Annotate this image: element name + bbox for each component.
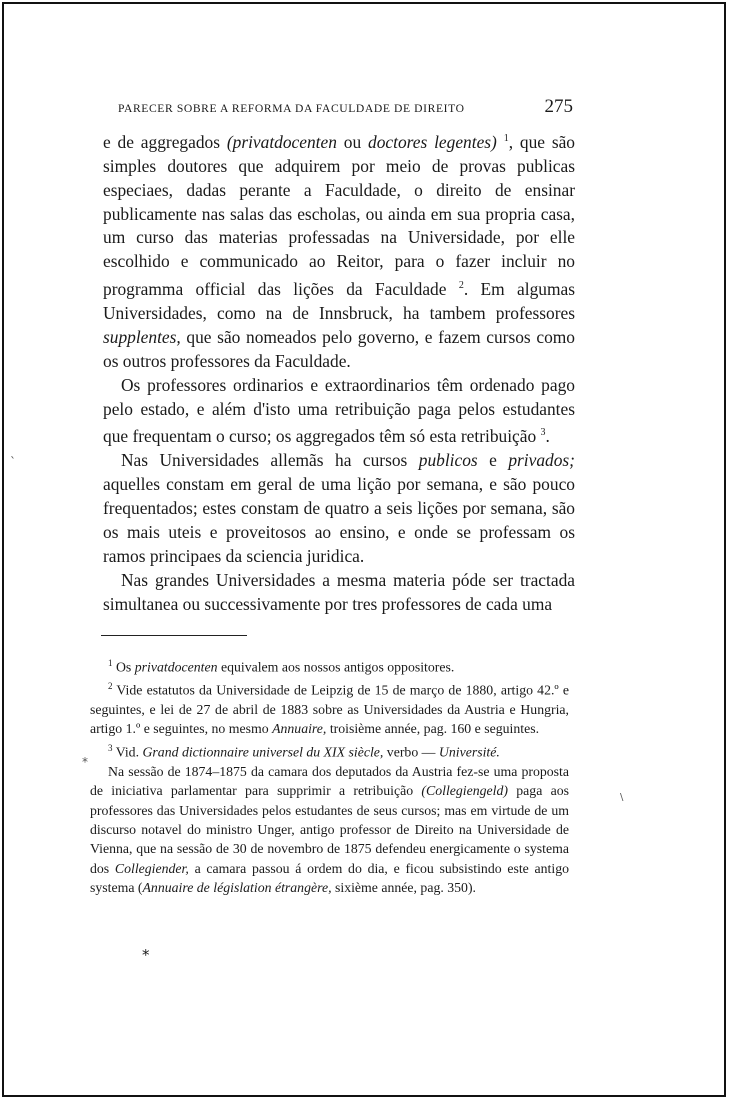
footnote-1	[90, 654, 569, 677]
paragraph-2	[103, 374, 575, 450]
text: a camara passou á ordem do dia, e ficou subsistindo este antigo systema (	[90, 860, 569, 896]
text: .	[545, 426, 550, 447]
footnote-2	[90, 677, 569, 739]
emphasis: publicos	[418, 450, 478, 471]
running-title: PARECER SOBRE A REFORMA DA FACULDADE DE DIREITO	[118, 102, 465, 115]
footnotes	[90, 654, 569, 898]
footnote-number: 3	[108, 742, 113, 753]
margin-tick-right: \	[620, 792, 624, 803]
text: Os professores ordinarios e extraordinarios têm ordenado pago pelo estado, e além d'isto uma retribuição paga pelos estudantes que frequentam o curso; os aggregados têm só esta retribuição	[103, 374, 575, 447]
signature-mark: *	[142, 946, 150, 964]
emphasis: supplentes,	[103, 326, 181, 347]
text: Nas grandes Universidades a mesma materia póde ser tractada simultanea ou successivamente por tres professores de cada uma	[103, 569, 575, 614]
margin-tick-left: `	[10, 455, 16, 469]
text: Vid.	[112, 744, 143, 760]
text: equivalem aos nossos antigos oppositores.	[217, 659, 455, 675]
paragraph-4	[103, 569, 575, 617]
footnote-rule	[101, 635, 247, 636]
emphasis: privados;	[508, 450, 575, 471]
emphasis: (privatdocenten	[226, 131, 337, 152]
text: Nas Universidades allemãs ha cursos	[121, 450, 419, 471]
text: verbo —	[383, 744, 439, 760]
running-header	[118, 96, 573, 120]
emphasis: privatdocenten	[134, 659, 218, 675]
text: Os	[112, 659, 135, 675]
text: troisième année, pag. 160 e seguintes.	[326, 721, 540, 737]
emphasis: Collegiender,	[114, 860, 189, 876]
emphasis: Université.	[438, 744, 500, 760]
text: , que são simples doutores que adquirem por meio de provas publicas especiaes, dadas perante a Faculdade, o direito de ensinar publicamente nas salas das escholas, ou ainda em sua propria casa, um curso das materias professadas na Universidade, por elle escolhido e communicado ao Reitor, para o fazer incluir no programma official das lições da Faculdade	[103, 131, 576, 300]
text: . Em algumas Universidades, como na de Innsbruck, ha tambem professores	[103, 279, 575, 323]
text: paga aos professores das Universidades pelos estudantes de seus cursos; mas em virtude de um discurso notavel do ministro Unger, antigo professor de Direito na Universidade de Vienna, que na sessão de 30 de novembro de 1875 defendeu energicamente o systema dos	[90, 783, 569, 876]
emphasis: Annuaire de législation étrangère,	[142, 880, 332, 896]
main-text	[103, 127, 575, 617]
paragraph-1	[103, 127, 575, 374]
text: Vide estatutos da Universidade de Leipzig de 15 de março de 1880, artigo 42.º e seguintes, e lei de 27 de abril de 1883 sobre as Universidades da Austria e Hungria, artigo 1.º e seguintes, no mesmo	[90, 682, 569, 737]
text: e de aggregados	[103, 131, 227, 152]
text: Na sessão de 1874–1875 da camara dos deputados da Austria fez-se uma proposta de iniciativa parlamentar para supprimir a retribuição	[90, 763, 569, 799]
footnote-ref-3: 3	[540, 427, 546, 439]
text: ou	[336, 131, 368, 152]
footnote-ref-1: 1	[503, 133, 509, 144]
margin-star: *	[82, 755, 88, 769]
footnote-3-continued	[90, 762, 569, 898]
emphasis: Annuaire,	[272, 721, 327, 737]
paragraph-3	[103, 449, 575, 569]
emphasis: doctores legentes)	[368, 131, 497, 152]
footnote-ref-2: 2	[458, 280, 464, 292]
emphasis: Grand dictionnaire universel du XIX siècle,	[142, 744, 384, 760]
footnote-number: 2	[108, 681, 113, 691]
text: que são nomeados pelo governo, e fazem cursos como os outros professores da Faculdade.	[103, 326, 575, 371]
footnote-3	[90, 739, 569, 762]
page-number: 275	[544, 96, 573, 117]
emphasis: (Collegiengeld)	[421, 783, 509, 799]
text: e	[477, 450, 509, 471]
text: aquelles constam em geral de uma lição por semana, e são pouco frequentados; estes constam de quatro a seis lições por semana, são os mais uteis e proveitosos ao ensino, e onde se professam os ramos principaes da sciencia juridica.	[103, 474, 575, 566]
text: sixième année, pag. 350).	[331, 880, 476, 896]
footnote-number: 1	[108, 658, 113, 668]
